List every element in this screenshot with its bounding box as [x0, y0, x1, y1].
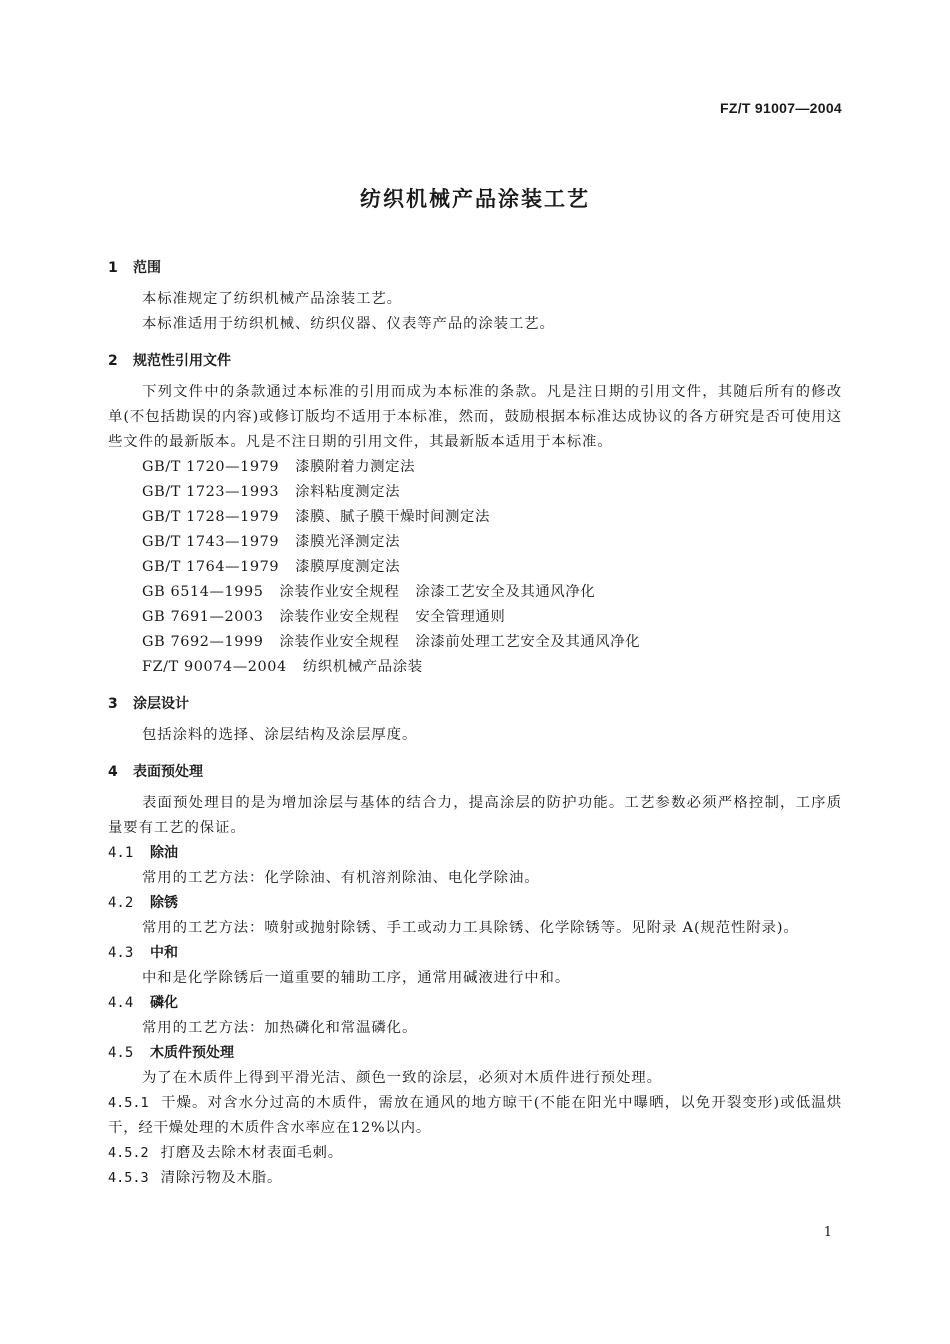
paragraph: 常用的工艺方法：喷射或抛射除锈、手工或动力工具除锈、化学除锈等。见附录 A(规范性附录)。 — [142, 920, 799, 936]
paragraph: 为了在木质件上得到平滑光洁、颜色一致的涂层，必须对木质件进行预处理。 — [142, 1070, 662, 1086]
reference-code: GB 7691—2003 — [142, 609, 264, 625]
reference-item — [108, 455, 842, 480]
clause-text: 打磨及去除木材表面毛刺。 — [160, 1145, 343, 1161]
reference-item — [108, 505, 842, 530]
reference-code: GB/T 1743—1979 — [142, 534, 280, 550]
reference-code: FZ/T 90074—2004 — [142, 659, 287, 675]
clause-item — [108, 1166, 842, 1191]
subsection-title: 木质件预处理 — [150, 1045, 234, 1061]
reference-name: 涂料粘度测定法 — [295, 484, 401, 500]
reference-item — [108, 480, 842, 505]
reference-name: 涂装作业安全规程 — [279, 609, 400, 625]
subsection-heading — [108, 891, 842, 916]
subsection-number: 4.4 — [108, 995, 134, 1011]
clause-text: 清除污物及木脂。 — [160, 1170, 283, 1186]
paragraph: 包括涂料的选择、涂层结构及涂层厚度。 — [142, 727, 418, 743]
reference-name: 漆膜光泽测定法 — [295, 534, 401, 550]
reference-code: GB/T 1764—1979 — [142, 559, 280, 575]
subsection-number: 4.5 — [108, 1045, 134, 1061]
subsection-title: 磷化 — [150, 995, 178, 1011]
reference-name: 漆膜附着力测定法 — [295, 459, 416, 475]
paragraph: 常用的工艺方法：化学除油、有机溶剂除油、电化学除油。 — [142, 870, 540, 886]
subsection-title: 除油 — [150, 845, 178, 861]
section-title: 范围 — [133, 260, 161, 276]
reference-item — [108, 630, 842, 655]
paragraph: 下列文件中的条款通过本标准的引用而成为本标准的条款。凡是注日期的引用文件，其随后所有的修改单(不包括勘误的内容)或修订版均不适用于本标准，然而，鼓励根据本标准达成协议的各方研究是否可使用这些文件的最新版本。凡是不注日期的引用文件，其最新版本适用于本标准。 — [108, 384, 842, 450]
reference-item — [108, 580, 842, 605]
section-title: 规范性引用文件 — [133, 353, 231, 369]
reference-code: GB 6514—1995 — [142, 584, 264, 600]
clause-number: 4.5.2 — [108, 1145, 149, 1161]
reference-name: 涂装作业安全规程 — [279, 584, 400, 600]
reference-item — [108, 530, 842, 555]
section-number: 3 — [108, 696, 118, 712]
section-heading-3 — [108, 692, 842, 717]
paragraph: 常用的工艺方法：加热磷化和常温磷化。 — [142, 1020, 418, 1036]
reference-code: GB/T 1723—1993 — [142, 484, 280, 500]
reference-code: GB/T 1720—1979 — [142, 459, 280, 475]
subsection-title: 除锈 — [150, 895, 178, 911]
paragraph: 中和是化学除锈后一道重要的辅助工序，通常用碱液进行中和。 — [142, 970, 571, 986]
subsection-heading — [108, 941, 842, 966]
reference-name: 漆膜厚度测定法 — [295, 559, 401, 575]
section-heading-4 — [108, 760, 842, 785]
reference-name: 涂装作业安全规程 — [279, 634, 400, 650]
reference-name: 纺织机械产品涂装 — [302, 659, 423, 675]
section-heading-2 — [108, 349, 842, 374]
reference-item — [108, 555, 842, 580]
paragraph: 表面预处理目的是为增加涂层与基体的结合力，提高涂层的防护功能。工艺参数必须严格控制，工序质量要有工艺的保证。 — [108, 795, 842, 836]
clause-number: 4.5.3 — [108, 1170, 149, 1186]
reference-item — [108, 655, 842, 680]
document-title: 纺织机械产品涂装工艺 — [360, 187, 590, 211]
paragraph: 本标准规定了纺织机械产品涂装工艺。 — [142, 291, 402, 307]
section-heading-1 — [108, 256, 842, 281]
subsection-heading — [108, 1041, 842, 1066]
section-number: 2 — [108, 353, 118, 369]
clause-item — [108, 1091, 842, 1141]
reference-code: GB/T 1728—1979 — [142, 509, 280, 525]
reference-subtitle: 安全管理通则 — [415, 609, 506, 625]
subsection-title: 中和 — [150, 945, 178, 961]
clause-item — [108, 1141, 842, 1166]
paragraph: 本标准适用于纺织机械、纺织仪器、仪表等产品的涂装工艺。 — [142, 316, 555, 332]
subsection-number: 4.2 — [108, 895, 134, 911]
clause-number: 4.5.1 — [108, 1095, 149, 1111]
subsection-heading — [108, 991, 842, 1016]
reference-subtitle: 涂漆前处理工艺安全及其通风净化 — [415, 634, 641, 650]
section-title: 表面预处理 — [133, 764, 203, 780]
document-body — [108, 256, 842, 1191]
page-number: 1 — [823, 1225, 832, 1240]
standard-code: FZ/T 91007—2004 — [719, 100, 842, 116]
reference-name: 漆膜、腻子膜干燥时间测定法 — [295, 509, 491, 525]
subsection-number: 4.1 — [108, 845, 134, 861]
reference-code: GB 7692—1999 — [142, 634, 264, 650]
reference-subtitle: 涂漆工艺安全及其通风净化 — [415, 584, 596, 600]
section-number: 4 — [108, 764, 118, 780]
reference-item — [108, 605, 842, 630]
section-title: 涂层设计 — [133, 696, 189, 712]
subsection-number: 4.3 — [108, 945, 134, 961]
clause-text: 干燥。对含水分过高的木质件，需放在通风的地方晾干(不能在阳光中曝晒，以免开裂变形)或低温烘干，经干燥处理的木质件含水率应在12%以内。 — [108, 1095, 842, 1136]
section-number: 1 — [108, 260, 118, 276]
subsection-heading — [108, 841, 842, 866]
